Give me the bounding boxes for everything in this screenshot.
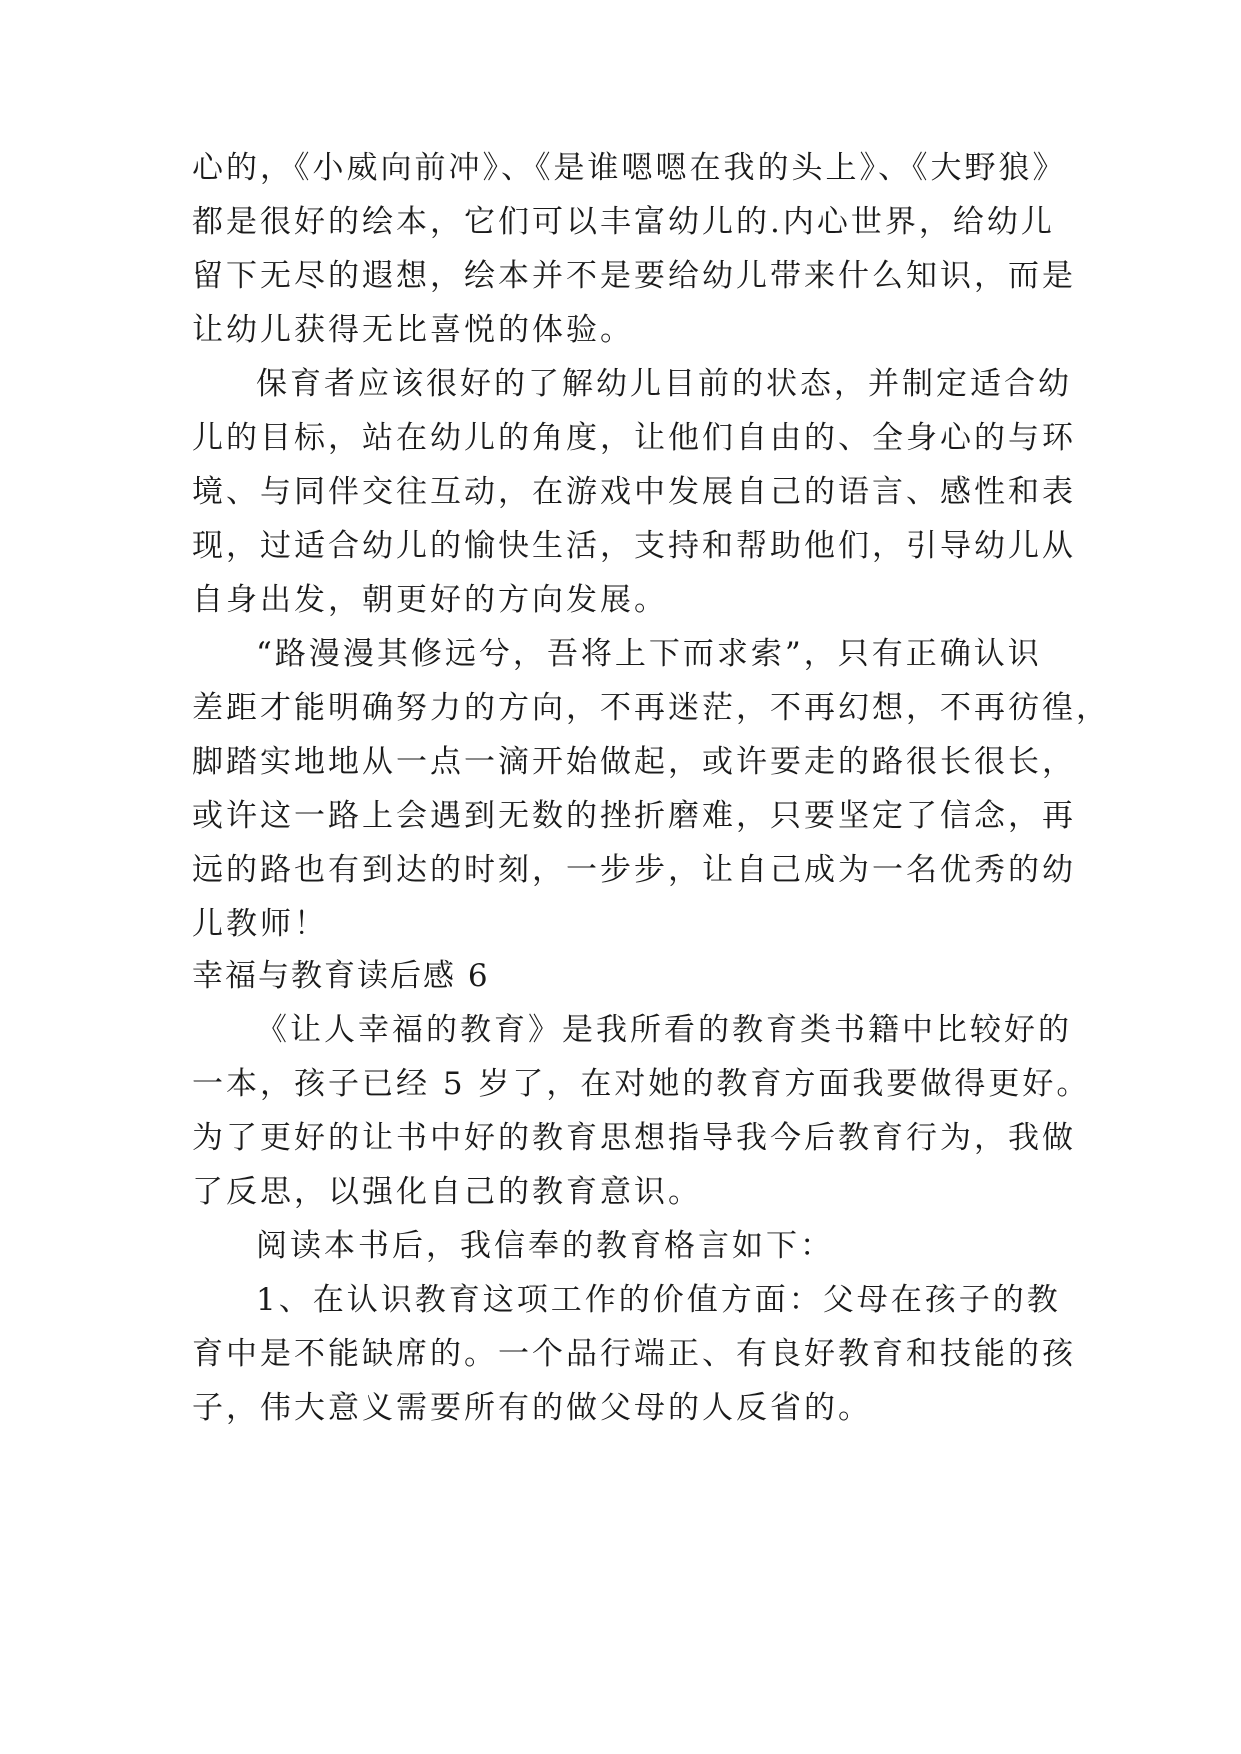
text-line: 脚踏实地地从一点一滴开始做起，或许要走的路很长很长， bbox=[192, 744, 1076, 780]
text-line: 保育者应该很好的了解幼儿目前的状态，并制定适合幼 bbox=[256, 366, 1072, 402]
text-line: 子，伟大意义需要所有的做父母的人反省的。 bbox=[192, 1390, 872, 1426]
text-line: 《让人幸福的教育》是我所看的教育类书籍中比较好的 bbox=[256, 1012, 1072, 1048]
text-line: 或许这一路上会遇到无数的挫折磨难，只要坚定了信念，再 bbox=[192, 798, 1076, 834]
text-line: 一本，孩子已经 5 岁了，在对她的教育方面我要做得更好。 bbox=[192, 1066, 1091, 1102]
text-line: 境、与同伴交往互动，在游戏中发展自己的语言、感性和表 bbox=[192, 474, 1076, 510]
text-line: 儿的目标，站在幼儿的角度，让他们自由的、全身心的与环 bbox=[192, 420, 1076, 456]
text-line: 阅读本书后，我信奉的教育格言如下： bbox=[256, 1228, 834, 1264]
text-line: 现，过适合幼儿的愉快生活，支持和帮助他们，引导幼儿从 bbox=[192, 528, 1076, 564]
text-line: 留下无尽的遐想，绘本并不是要给幼儿带来什么知识，而是 bbox=[192, 258, 1076, 294]
text-line: 差距才能明确努力的方向，不再迷茫，不再幻想，不再彷徨， bbox=[192, 690, 1110, 726]
section-heading: 幸福与教育读后感 6 bbox=[192, 958, 490, 994]
text-line: 远的路也有到达的时刻，一步步，让自己成为一名优秀的幼 bbox=[192, 852, 1076, 888]
text-line: “路漫漫其修远兮，吾将上下而求索”，只有正确认识 bbox=[256, 636, 1042, 672]
text-line: 都是很好的绘本，它们可以丰富幼儿的.内心世界，给幼儿 bbox=[192, 204, 1055, 240]
text-line: 儿教师！ bbox=[192, 906, 328, 942]
text-line: 1、在认识教育这项工作的价值方面：父母在孩子的教 bbox=[256, 1282, 1061, 1318]
text-line: 育中是不能缺席的。一个品行端正、有良好教育和技能的孩 bbox=[192, 1336, 1076, 1372]
text-line: 为了更好的让书中好的教育思想指导我今后教育行为，我做 bbox=[192, 1120, 1076, 1156]
text-line: 了反思，以强化自己的教育意识。 bbox=[192, 1174, 702, 1210]
text-line: 心的，《小威向前冲》、《是谁嗯嗯在我的头上》、《大野狼》 bbox=[192, 150, 1067, 186]
text-line: 自身出发，朝更好的方向发展。 bbox=[192, 582, 668, 618]
text-line: 让幼儿获得无比喜悦的体验。 bbox=[192, 312, 634, 348]
